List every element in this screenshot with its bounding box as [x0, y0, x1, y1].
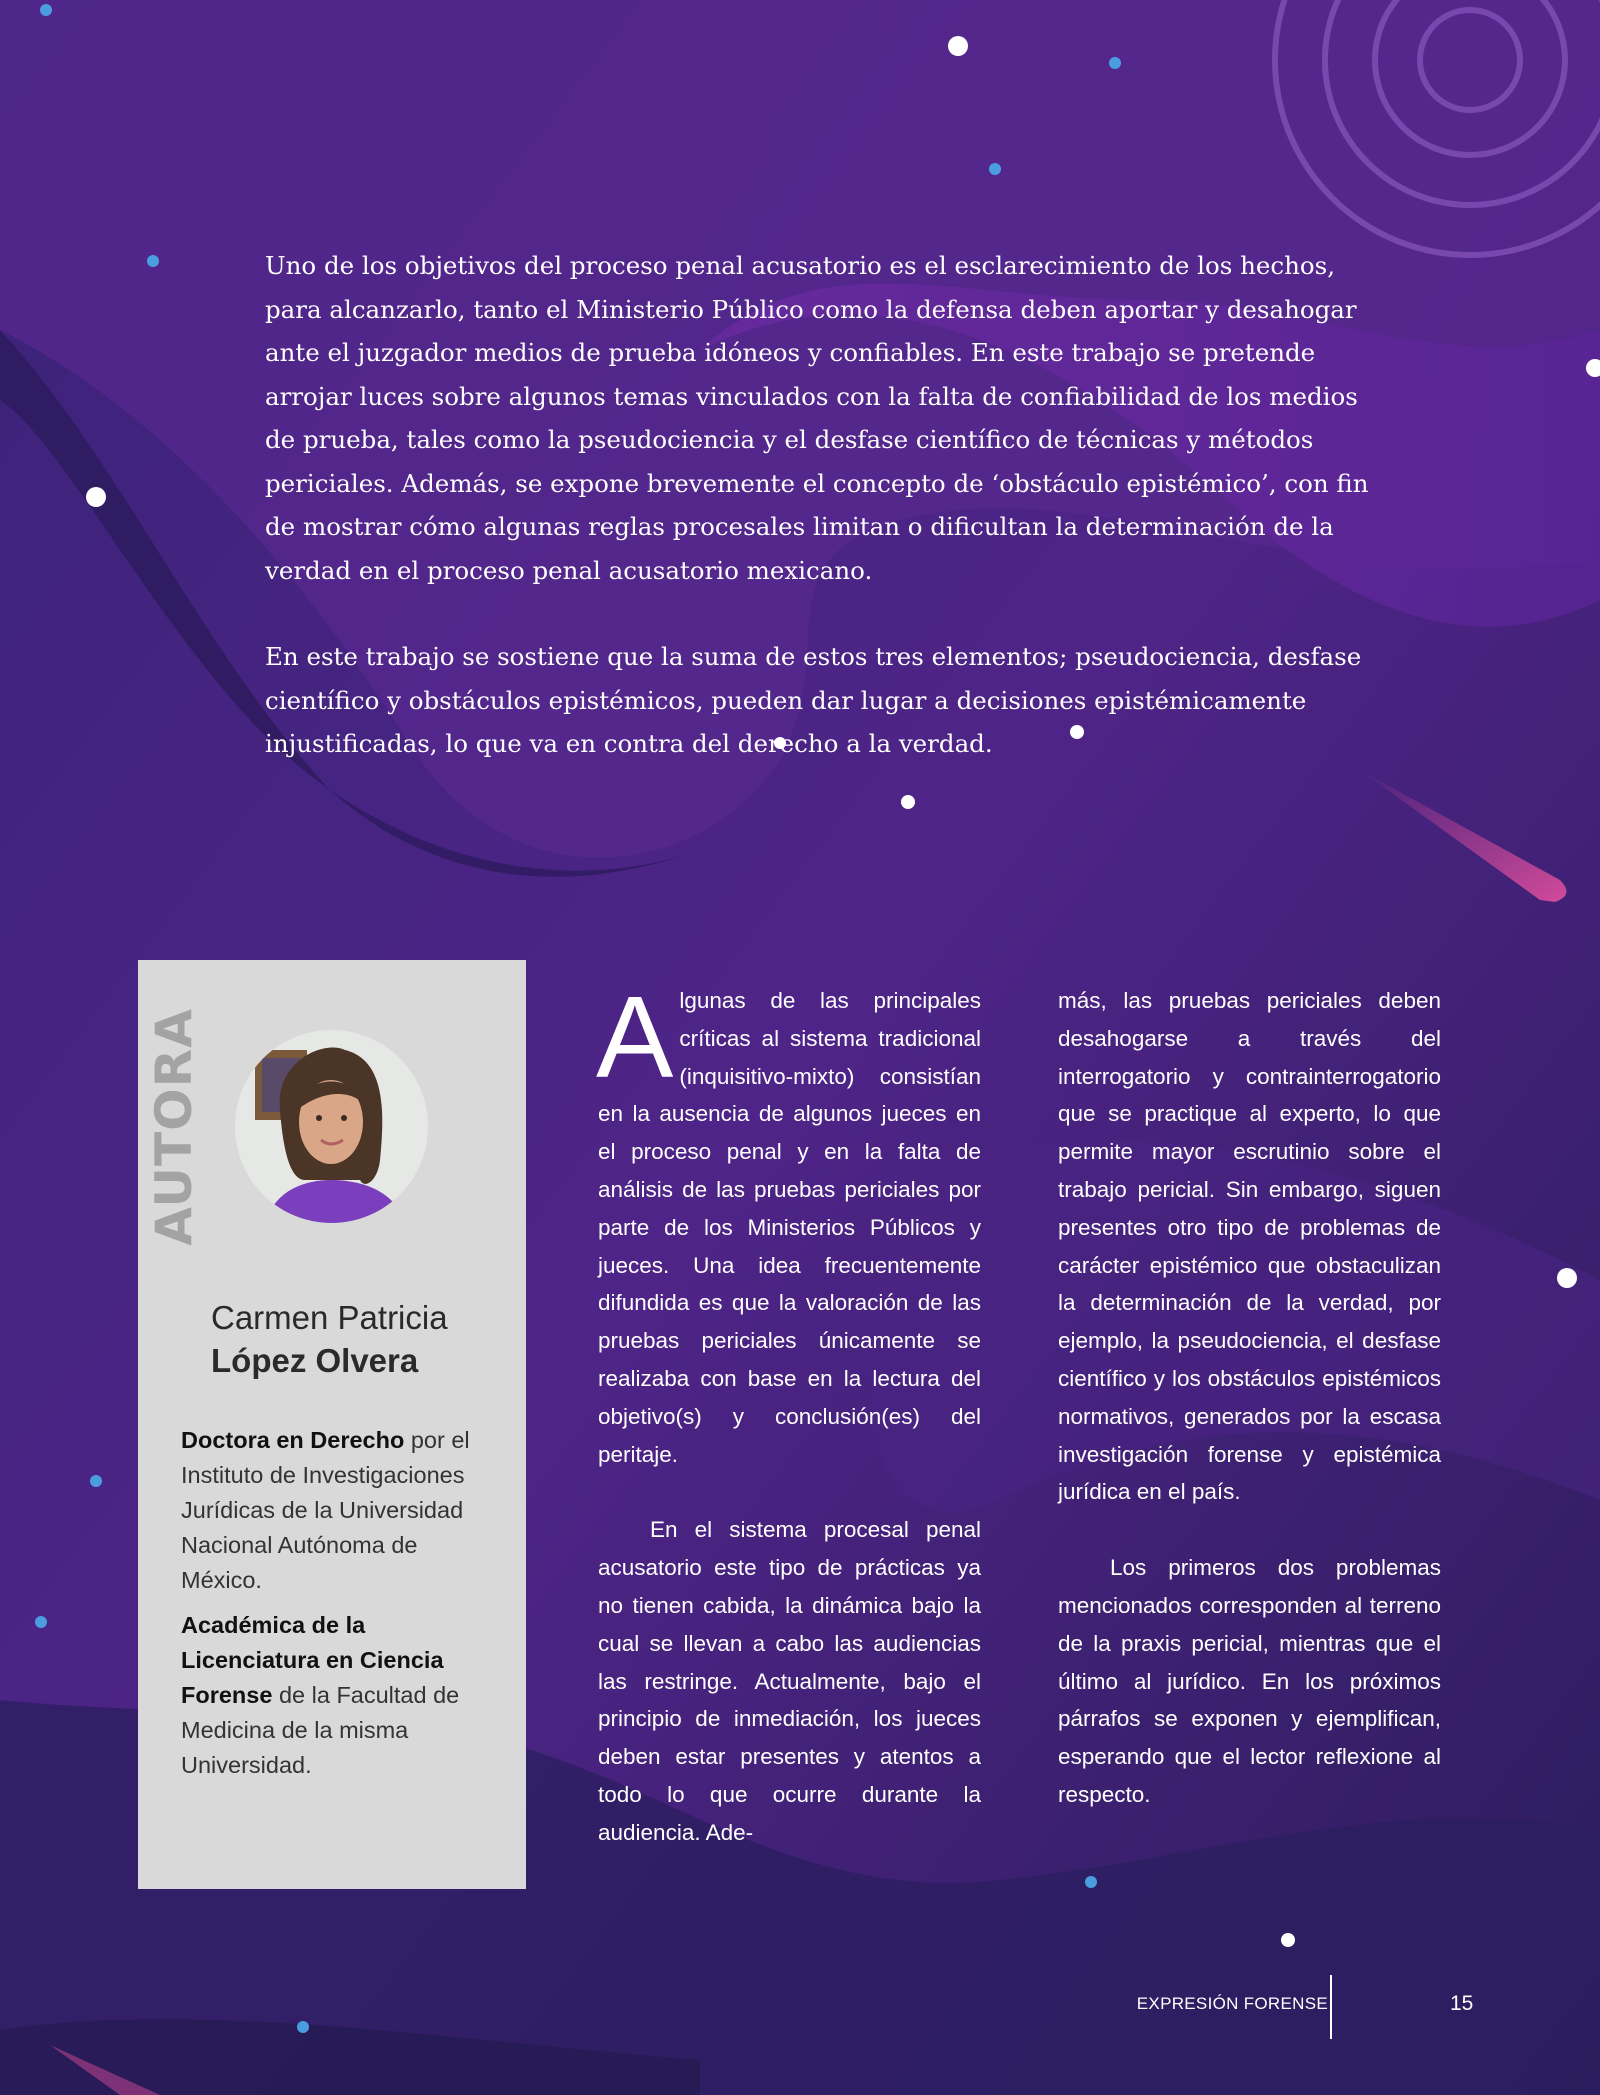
author-last-name: López Olvera: [211, 1342, 419, 1379]
author-name: [211, 1296, 511, 1382]
dropcap: A: [596, 972, 674, 1102]
page-number: 15: [1450, 1992, 1474, 2015]
author-bio: [181, 1423, 501, 1793]
col2-paragraph-1: más, las pruebas periciales deben desahogarse a través del interrogatorio y contrainterrogatorio que se practique al experto, lo que permite mayor escrutinio sobre el trabajo pericial. Sin embargo, siguen presentes otro tipo de problemas de carácter epistémico que obstaculizan la determinación de la verdad, por ejemplo, la pseudociencia, el desfase científico y los obstáculos epistémicos normativos, generados por la escasa investigación forense y epistémica jurídica en el país.: [1058, 988, 1441, 1505]
footer-publication: EXPRESIÓN FORENSE: [1136, 1994, 1328, 2013]
abstract-paragraph-2: En este trabajo se sostiene que la suma de estos tres elementos; pseudociencia, desfase científico y obstáculos epistémicos, pueden dar lugar a decisiones epistémicamente injustificadas, lo que va en contra del derecho a la verdad.: [265, 642, 1362, 758]
col1-paragraph-2: En el sistema procesal penal acusatorio este tipo de prácticas ya no tienen cabida, la dinámica bajo la cual se llevan a cabo las audiencias las restringe. Actualmente, bajo el principio de inmediación, los jueces deben estar presentes y atentos a todo lo que ocurre durante la audiencia. Ade-: [598, 1517, 981, 1845]
col2-paragraph-2: Los primeros dos problemas mencionados corresponden al terreno de la praxis pericial, mientras que el último al jurídico. En los próximos párrafos se exponen y ejemplifican, esperando que el lector reflexione al respecto.: [1058, 1555, 1441, 1807]
author-first-name: Carmen Patricia: [211, 1299, 448, 1336]
body-column-2: [1058, 982, 1441, 1852]
abstract-paragraph-1: Uno de los objetivos del proceso penal acusatorio es el esclarecimiento de los hechos, para alcanzarlo, tanto el Ministerio Público como la defensa deben aportar y desahogar ante el juzgador medios de prueba idóneos y confiables. En este trabajo se pretende arrojar luces sobre algunos temas vinculados con la falta de confiabilidad de los medios de prueba, tales como la pseudociencia y el desfase científico de técnicas y métodos periciales. Además, se expone brevemente el concepto de ‘obstáculo epistémico’, con fin de mostrar cómo algunas reglas procesales limitan o dificultan la determinación de la verdad en el proceso penal acusatorio mexicano.: [265, 251, 1369, 585]
author-photo: [235, 1030, 428, 1223]
author-label: AUTORA: [145, 1008, 203, 1246]
col1-paragraph-1: Algunas de las principales críticas al sistema tradicional (inquisitivo-mixto) consistían en la ausencia de algunos jueces en el proceso penal y en la falta de análisis de las pruebas periciales por parte de los Ministerios Públicos y jueces. Una idea frecuentemente difundida es que la valoración de las pruebas periciales únicamente se realizaba con base en la lectura del objetivo(s) y conclusión(es) del peritaje.: [596, 972, 981, 1467]
body-column-1: [596, 972, 981, 1890]
footer-divider: [1330, 1975, 1332, 2039]
abstract: [265, 244, 1385, 809]
bio-degree: Doctora en Derecho por el Instituto de Investigaciones Jurídicas de la Universidad Nacional Autónoma de México.: [181, 1427, 470, 1593]
bio-position: Académica de la Licenciatura en Ciencia Forense de la Facultad de Medicina de la misma Universidad.: [181, 1612, 460, 1778]
